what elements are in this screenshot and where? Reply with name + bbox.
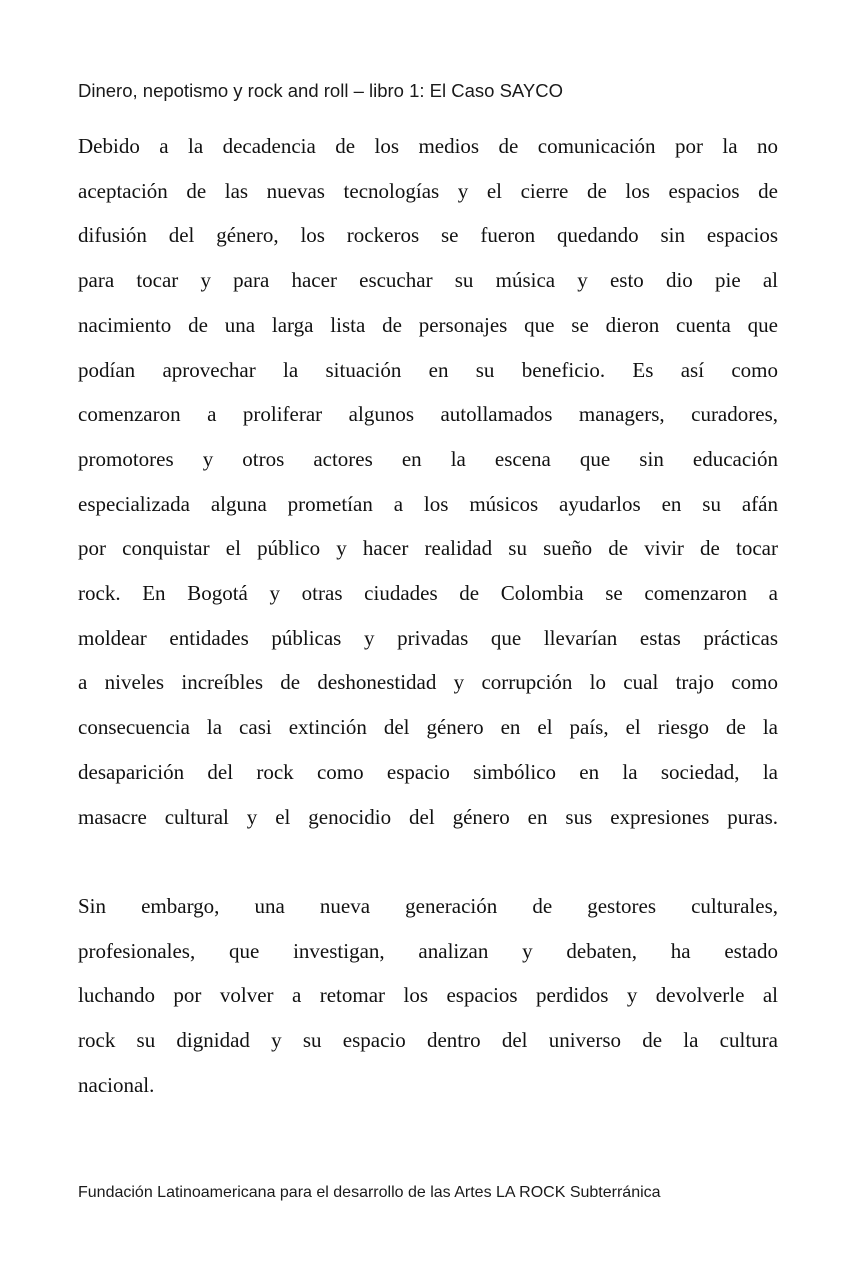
- text-line: nacional.: [78, 1072, 155, 1097]
- text-line: difusión del género, los rockeros se fueron quedando sin espacios: [78, 223, 778, 248]
- text-line: nacimiento de una larga lista de personajes que se dieron cuenta que: [78, 312, 778, 337]
- paragraph-1: [78, 124, 778, 839]
- text-line: especializada alguna prometían a los músicos ayudarlos en su afán: [78, 491, 778, 516]
- text-line: comenzaron a proliferar algunos autollamados managers, curadores,: [78, 402, 778, 427]
- text-line: luchando por volver a retomar los espacios perdidos y devolverle al: [78, 983, 778, 1008]
- text-line: consecuencia la casi extinción del género en el país, el riesgo de la: [78, 715, 778, 740]
- text-line: desaparición del rock como espacio simbólico en la sociedad, la: [78, 759, 778, 784]
- text-line: profesionales, que investigan, analizan y debaten, ha estado: [78, 938, 778, 963]
- paragraph-2: [78, 884, 778, 1108]
- text-line: rock. En Bogotá y otras ciudades de Colombia se comenzaron a: [78, 581, 778, 606]
- text-line: promotores y otros actores en la escena que sin educación: [78, 446, 778, 471]
- text-line: masacre cultural y el genocidio del género en sus expresiones puras.: [78, 804, 778, 829]
- text-line: Sin embargo, una nueva generación de gestores culturales,: [78, 894, 778, 918]
- text-line: rock su dignidad y su espacio dentro del universo de la cultura: [78, 1028, 778, 1053]
- text-line: a niveles increíbles de deshonestidad y corrupción lo cual trajo como: [78, 670, 778, 695]
- text-line: para tocar y para hacer escuchar su música y esto dio pie al: [78, 268, 778, 293]
- document-header-title: Dinero, nepotismo y rock and roll – libro 1: El Caso SAYCO: [78, 80, 563, 101]
- text-line: aceptación de las nuevas tecnologías y el cierre de los espacios de: [78, 178, 778, 203]
- document-footer-text: Fundación Latinoamericana para el desarrollo de las Artes LA ROCK Subterránica: [78, 1184, 661, 1201]
- text-line: por conquistar el público y hacer realidad su sueño de vivir de tocar: [78, 536, 778, 561]
- text-line: Debido a la decadencia de los medios de comunicación por la no: [78, 134, 778, 158]
- text-line: moldear entidades públicas y privadas que llevarían estas prácticas: [78, 625, 778, 650]
- text-line: podían aprovechar la situación en su beneficio. Es así como: [78, 357, 778, 382]
